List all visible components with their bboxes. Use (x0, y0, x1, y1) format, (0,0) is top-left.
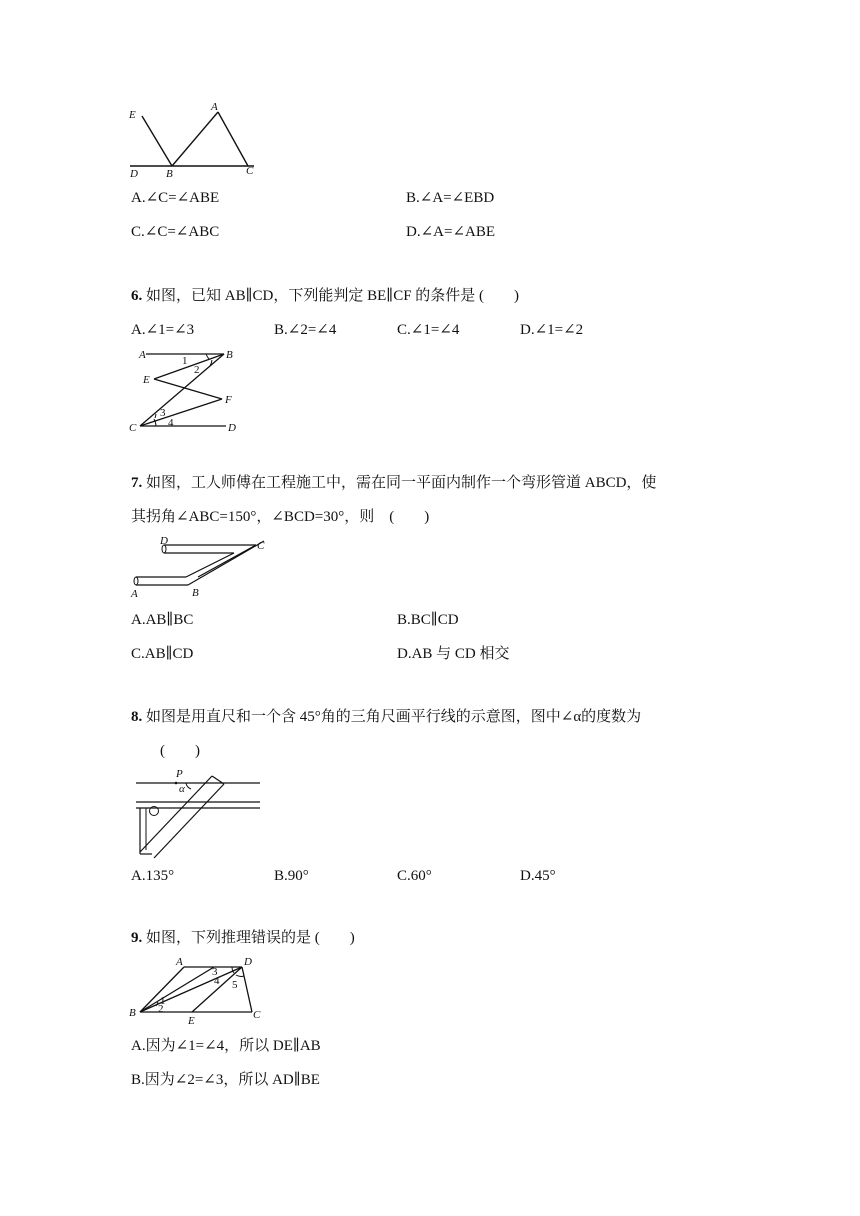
q6-option-b: B.∠2=∠4 (274, 322, 337, 338)
q6-option-a: A.∠1=∠3 (131, 322, 195, 338)
q8-label-alpha: α (179, 783, 185, 795)
q9-label-A: A (176, 956, 183, 968)
q9-figure (126, 954, 266, 1030)
q5-label-C: C (246, 165, 254, 177)
q6-label-4: 4 (168, 417, 174, 429)
q6-label-2: 2 (194, 364, 200, 376)
q5-label-B: B (166, 168, 173, 180)
q7-text-line2: 其拐角∠ABC=150°，∠BCD=30°，则 ( ) (131, 509, 430, 525)
q8-text-line2: ( ) (160, 743, 200, 759)
q5-option-d: D.∠A=∠ABE (406, 224, 496, 240)
q7-figure (126, 534, 276, 600)
q8-figure (130, 766, 264, 860)
q7-option-b: B.BC∥CD (397, 612, 459, 628)
q8-stem-line1 (131, 707, 641, 727)
q9-label-1: 1 (160, 995, 166, 1007)
q6-label-B: B (226, 349, 233, 361)
q9-number: 9. (131, 930, 143, 946)
q5-option-b: B.∠A=∠EBD (406, 190, 495, 206)
q9-label-E: E (188, 1015, 195, 1027)
q9-label-4: 4 (214, 975, 220, 987)
q6-label-D: D (228, 422, 236, 434)
q8-number: 8. (131, 709, 143, 725)
q9-option-a: A.因为∠1=∠4，所以 DE∥AB (131, 1038, 321, 1054)
q7-text-line1: 如图，工人师傅在工程施工中，需在同一平面内制作一个弯形管道 ABCD，使 (146, 475, 657, 491)
q6-figure (126, 346, 246, 436)
q7-label-C: C (257, 540, 265, 552)
q6-option-c: C.∠1=∠4 (397, 322, 460, 338)
q8-text-line1: 如图是用直尺和一个含 45°角的三角尺画平行线的示意图，图中∠α的度数为 (146, 709, 642, 725)
q6-label-E: E (143, 374, 150, 386)
q5-figure (124, 98, 264, 180)
q6-number: 6. (131, 288, 143, 304)
q8-option-b: B.90° (274, 868, 309, 884)
q7-label-B: B (192, 587, 199, 599)
q7-number: 7. (131, 475, 143, 491)
q5-label-A: A (211, 101, 218, 113)
q7-option-c: C.AB∥CD (131, 646, 194, 662)
q8-option-a: A.135° (131, 868, 175, 884)
q6-label-F: F (225, 394, 232, 406)
q9-label-B: B (129, 1007, 136, 1019)
q7-stem-line1 (131, 473, 656, 493)
q5-option-c: C.∠C=∠ABC (131, 224, 220, 240)
q6-option-d: D.∠1=∠2 (520, 322, 584, 338)
q9-label-C: C (253, 1009, 261, 1021)
q9-label-5: 5 (232, 979, 238, 991)
q5-option-a: A.∠C=∠ABE (131, 190, 220, 206)
q8-option-d: D.45° (520, 868, 556, 884)
q9-label-3: 3 (212, 966, 218, 978)
q8-option-c: C.60° (397, 868, 432, 884)
q5-label-E: E (129, 109, 136, 121)
q7-label-D: D (160, 535, 168, 547)
q6-text: 如图，已知 AB∥CD，下列能判定 BE∥CF 的条件是 ( ) (146, 288, 520, 304)
q7-label-A: A (131, 588, 138, 600)
q7-option-d: D.AB 与 CD 相交 (397, 646, 510, 662)
q9-label-D: D (244, 956, 252, 968)
q9-label-2: 2 (158, 1003, 164, 1015)
q5-label-D: D (130, 168, 138, 180)
q8-label-P: P (176, 768, 183, 780)
q6-stem (131, 286, 519, 306)
q9-text: 如图，下列推理错误的是 ( ) (146, 930, 355, 946)
q9-option-b: B.因为∠2=∠3，所以 AD∥BE (131, 1072, 320, 1088)
q6-label-A: A (139, 349, 146, 361)
q6-label-C: C (129, 422, 137, 434)
q7-option-a: A.AB∥BC (131, 612, 194, 628)
q9-stem (131, 928, 355, 948)
q6-label-1: 1 (182, 355, 188, 367)
q6-label-3: 3 (160, 407, 166, 419)
